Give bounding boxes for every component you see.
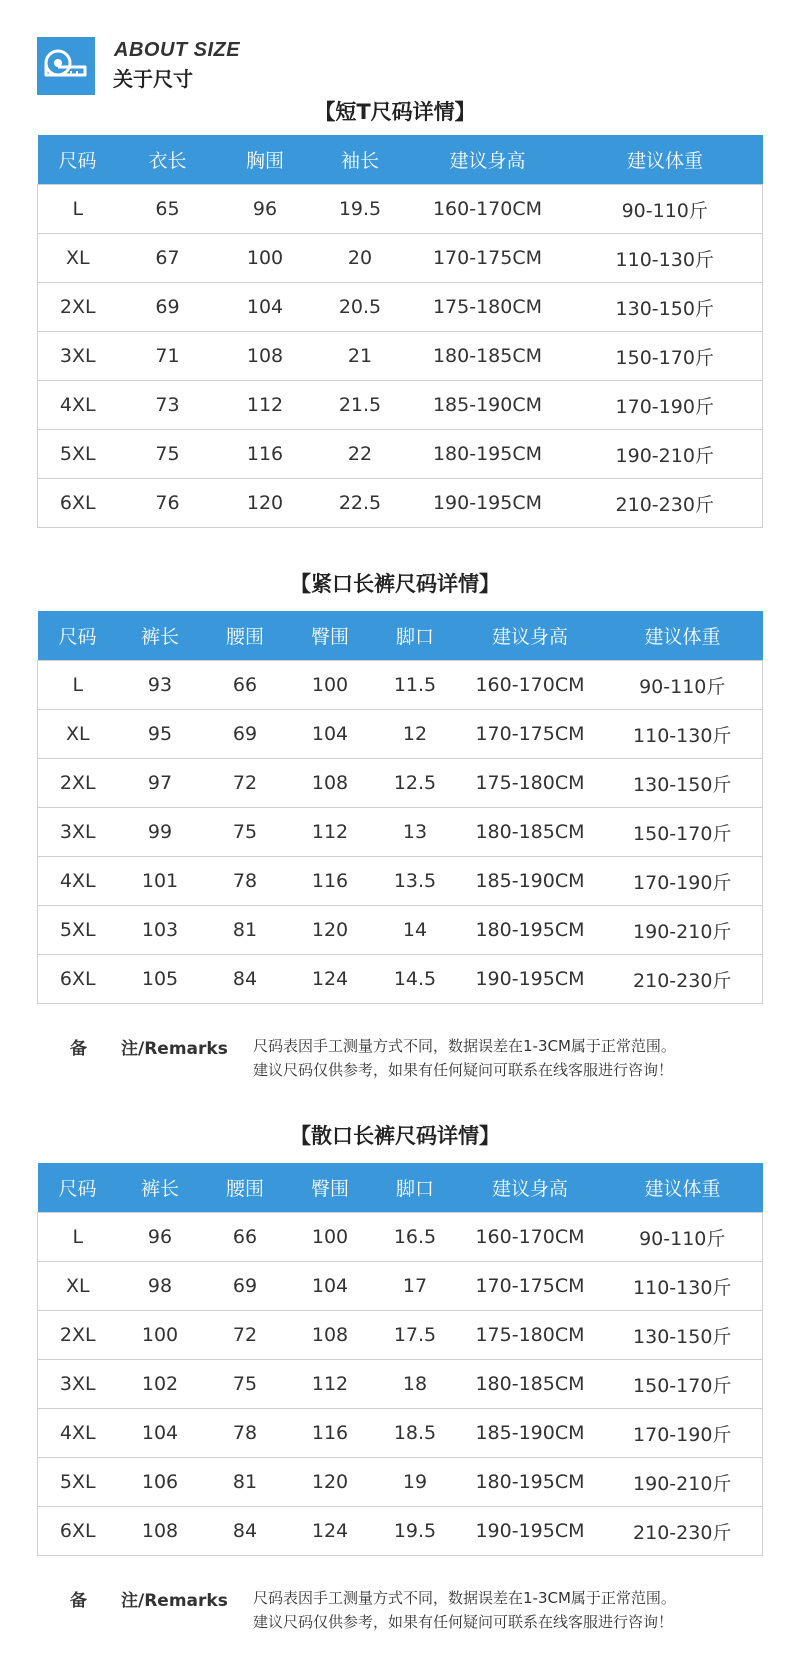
table-row bbox=[38, 1507, 763, 1556]
table-cell: 6XL bbox=[38, 955, 118, 1004]
table-row bbox=[38, 759, 763, 808]
table-cell: 97 bbox=[118, 759, 203, 808]
column-header: 建议身高 bbox=[408, 135, 568, 185]
table-header-row bbox=[38, 611, 763, 661]
table-cell: 100 bbox=[288, 661, 373, 710]
table-cell: 2XL bbox=[38, 759, 118, 808]
table-cell: 11.5 bbox=[373, 661, 458, 710]
table-cell: 69 bbox=[203, 1262, 288, 1311]
table-row bbox=[38, 1360, 763, 1409]
table-row bbox=[38, 381, 763, 430]
table-cell: 110-130斤 bbox=[603, 710, 763, 759]
size-table-tshirt bbox=[37, 135, 763, 528]
table-cell: 3XL bbox=[38, 1360, 118, 1409]
table-cell: 180-185CM bbox=[458, 1360, 603, 1409]
table-cell: 170-190斤 bbox=[603, 857, 763, 906]
table-cell: 160-170CM bbox=[408, 185, 568, 234]
table-cell: 124 bbox=[288, 955, 373, 1004]
table-cell: 185-190CM bbox=[408, 381, 568, 430]
table-cell: 99 bbox=[118, 808, 203, 857]
table-cell: 17 bbox=[373, 1262, 458, 1311]
table-cell: 180-195CM bbox=[458, 1458, 603, 1507]
table-cell: 12 bbox=[373, 710, 458, 759]
table-cell: 160-170CM bbox=[458, 661, 603, 710]
table-cell: 65 bbox=[118, 185, 218, 234]
table-cell: 104 bbox=[218, 283, 313, 332]
table-cell: 76 bbox=[118, 479, 218, 528]
table-header-row bbox=[38, 1163, 763, 1213]
table-cell: 190-210斤 bbox=[568, 430, 763, 479]
table-cell: 185-190CM bbox=[458, 857, 603, 906]
table-cell: 20 bbox=[313, 234, 408, 283]
table-cell: 120 bbox=[288, 1458, 373, 1507]
table-cell: 190-195CM bbox=[408, 479, 568, 528]
table-row bbox=[38, 1311, 763, 1360]
table-cell: 16.5 bbox=[373, 1213, 458, 1262]
table-cell: 150-170斤 bbox=[603, 1360, 763, 1409]
size-table-tapered-pants bbox=[37, 611, 763, 1004]
column-header: 裤长 bbox=[118, 611, 203, 661]
table-cell: 101 bbox=[118, 857, 203, 906]
table-cell: 112 bbox=[288, 1360, 373, 1409]
column-header: 袖长 bbox=[313, 135, 408, 185]
table-cell: 210-230斤 bbox=[603, 1507, 763, 1556]
table-cell: 20.5 bbox=[313, 283, 408, 332]
table-cell: XL bbox=[38, 1262, 118, 1311]
table-cell: 22.5 bbox=[313, 479, 408, 528]
table-row bbox=[38, 857, 763, 906]
remarks-label-char: 备 bbox=[70, 1591, 87, 1611]
remarks-line-1: 尺码表因手工测量方式不同，数据误差在1-3CM属于正常范围。 bbox=[253, 1589, 676, 1607]
table-cell: 160-170CM bbox=[458, 1213, 603, 1262]
table-cell: 185-190CM bbox=[458, 1409, 603, 1458]
table-cell: 19.5 bbox=[373, 1507, 458, 1556]
table-cell: 84 bbox=[203, 955, 288, 1004]
column-header: 建议体重 bbox=[603, 1163, 763, 1213]
table-cell: 116 bbox=[288, 1409, 373, 1458]
table-cell: 96 bbox=[118, 1213, 203, 1262]
table-cell: 81 bbox=[203, 906, 288, 955]
table-cell: 13 bbox=[373, 808, 458, 857]
table-cell: 72 bbox=[203, 1311, 288, 1360]
table-cell: 112 bbox=[288, 808, 373, 857]
remarks-line-2: 建议尺码仅供参考，如果有任何疑问可联系在线客服进行咨询！ bbox=[253, 1613, 674, 1631]
table-cell: 73 bbox=[118, 381, 218, 430]
table-cell: 2XL bbox=[38, 1311, 118, 1360]
table-cell: 108 bbox=[288, 1311, 373, 1360]
table-cell: 104 bbox=[288, 1262, 373, 1311]
table-cell: 75 bbox=[203, 1360, 288, 1409]
remarks-label: 注/Remarks bbox=[121, 1591, 228, 1611]
column-header: 尺码 bbox=[38, 611, 118, 661]
table-cell: 17.5 bbox=[373, 1311, 458, 1360]
table-cell: 175-180CM bbox=[408, 283, 568, 332]
table-cell: 104 bbox=[118, 1409, 203, 1458]
table-cell: 150-170斤 bbox=[603, 808, 763, 857]
table-cell: 75 bbox=[118, 430, 218, 479]
table-row bbox=[38, 234, 763, 283]
table-cell: 18 bbox=[373, 1360, 458, 1409]
table-cell: 66 bbox=[203, 1213, 288, 1262]
column-header: 衣长 bbox=[118, 135, 218, 185]
table-cell: 108 bbox=[118, 1507, 203, 1556]
table-row bbox=[38, 906, 763, 955]
table-cell: 75 bbox=[203, 808, 288, 857]
table-cell: 5XL bbox=[38, 430, 118, 479]
size-table-straight-pants bbox=[37, 1163, 763, 1556]
column-header: 脚口 bbox=[373, 611, 458, 661]
table-row bbox=[38, 332, 763, 381]
table-cell: 190-210斤 bbox=[603, 906, 763, 955]
table-cell: 21 bbox=[313, 332, 408, 381]
table-cell: 120 bbox=[288, 906, 373, 955]
remarks-label-char: 备 bbox=[70, 1039, 87, 1059]
table-cell: 116 bbox=[218, 430, 313, 479]
tape-measure-icon bbox=[37, 37, 95, 95]
table-cell: 69 bbox=[203, 710, 288, 759]
table-row bbox=[38, 1262, 763, 1311]
table-cell: 180-195CM bbox=[408, 430, 568, 479]
section-title-tapered-pants: 【紧口长裤尺码详情】 bbox=[290, 572, 500, 596]
table-cell: 124 bbox=[288, 1507, 373, 1556]
table-cell: 90-110斤 bbox=[568, 185, 763, 234]
table-cell: 180-185CM bbox=[408, 332, 568, 381]
remarks-block bbox=[37, 1584, 762, 1634]
table-row bbox=[38, 955, 763, 1004]
table-cell: 14.5 bbox=[373, 955, 458, 1004]
table-cell: 170-175CM bbox=[408, 234, 568, 283]
table-cell: 112 bbox=[218, 381, 313, 430]
table-row bbox=[38, 661, 763, 710]
table-cell: 14 bbox=[373, 906, 458, 955]
table-cell: 5XL bbox=[38, 1458, 118, 1507]
table-cell: 100 bbox=[118, 1311, 203, 1360]
table-row bbox=[38, 430, 763, 479]
table-cell: 22 bbox=[313, 430, 408, 479]
section-title-straight-pants: 【散口长裤尺码详情】 bbox=[290, 1124, 500, 1148]
page-header bbox=[37, 37, 737, 95]
table-cell: 210-230斤 bbox=[603, 955, 763, 1004]
table-cell: 78 bbox=[203, 857, 288, 906]
table-cell: 108 bbox=[288, 759, 373, 808]
table-row bbox=[38, 1409, 763, 1458]
table-cell: XL bbox=[38, 710, 118, 759]
table-cell: 190-195CM bbox=[458, 955, 603, 1004]
table-cell: 170-190斤 bbox=[603, 1409, 763, 1458]
table-cell: 81 bbox=[203, 1458, 288, 1507]
column-header: 脚口 bbox=[373, 1163, 458, 1213]
table-cell: 96 bbox=[218, 185, 313, 234]
table-header-row bbox=[38, 135, 763, 185]
table-cell: 180-185CM bbox=[458, 808, 603, 857]
column-header: 尺码 bbox=[38, 1163, 118, 1213]
table-row bbox=[38, 1213, 763, 1262]
table-row bbox=[38, 479, 763, 528]
table-cell: 190-210斤 bbox=[603, 1458, 763, 1507]
table-cell: 90-110斤 bbox=[603, 1213, 763, 1262]
remarks-block bbox=[37, 1032, 762, 1082]
table-cell: 19.5 bbox=[313, 185, 408, 234]
column-header: 腰围 bbox=[203, 1163, 288, 1213]
table-cell: 78 bbox=[203, 1409, 288, 1458]
table-cell: 170-175CM bbox=[458, 1262, 603, 1311]
table-cell: 67 bbox=[118, 234, 218, 283]
table-cell: 130-150斤 bbox=[603, 759, 763, 808]
column-header: 尺码 bbox=[38, 135, 118, 185]
table-cell: 108 bbox=[218, 332, 313, 381]
table-cell: 100 bbox=[218, 234, 313, 283]
table-cell: 6XL bbox=[38, 1507, 118, 1556]
table-cell: 4XL bbox=[38, 857, 118, 906]
table-cell: XL bbox=[38, 234, 118, 283]
table-cell: 69 bbox=[118, 283, 218, 332]
remarks-line-1: 尺码表因手工测量方式不同，数据误差在1-3CM属于正常范围。 bbox=[253, 1037, 676, 1055]
column-header: 臀围 bbox=[288, 1163, 373, 1213]
table-cell: 150-170斤 bbox=[568, 332, 763, 381]
table-cell: L bbox=[38, 1213, 118, 1262]
table-row bbox=[38, 1458, 763, 1507]
table-cell: 21.5 bbox=[313, 381, 408, 430]
table-cell: 3XL bbox=[38, 332, 118, 381]
table-cell: 102 bbox=[118, 1360, 203, 1409]
header-title-cn: 关于尺寸 bbox=[113, 67, 193, 91]
table-cell: 180-195CM bbox=[458, 906, 603, 955]
table-cell: 116 bbox=[288, 857, 373, 906]
table-cell: 71 bbox=[118, 332, 218, 381]
table-cell: 104 bbox=[288, 710, 373, 759]
table-row bbox=[38, 808, 763, 857]
column-header: 胸围 bbox=[218, 135, 313, 185]
table-cell: 175-180CM bbox=[458, 759, 603, 808]
table-cell: 110-130斤 bbox=[603, 1262, 763, 1311]
table-cell: 103 bbox=[118, 906, 203, 955]
table-cell: 190-195CM bbox=[458, 1507, 603, 1556]
table-cell: 18.5 bbox=[373, 1409, 458, 1458]
table-cell: 175-180CM bbox=[458, 1311, 603, 1360]
table-cell: 3XL bbox=[38, 808, 118, 857]
table-cell: 84 bbox=[203, 1507, 288, 1556]
table-cell: 130-150斤 bbox=[603, 1311, 763, 1360]
table-cell: 19 bbox=[373, 1458, 458, 1507]
column-header: 建议身高 bbox=[458, 611, 603, 661]
column-header: 建议体重 bbox=[603, 611, 763, 661]
table-cell: 130-150斤 bbox=[568, 283, 763, 332]
table-cell: 6XL bbox=[38, 479, 118, 528]
header-title-en: ABOUT SIZE bbox=[114, 39, 241, 61]
table-cell: 106 bbox=[118, 1458, 203, 1507]
section-title-tshirt: 【短T尺码详情】 bbox=[314, 100, 476, 124]
remarks-line-2: 建议尺码仅供参考，如果有任何疑问可联系在线客服进行咨询！ bbox=[253, 1061, 674, 1079]
table-cell: 100 bbox=[288, 1213, 373, 1262]
table-cell: 98 bbox=[118, 1262, 203, 1311]
table-cell: 93 bbox=[118, 661, 203, 710]
table-row bbox=[38, 283, 763, 332]
table-cell: 170-175CM bbox=[458, 710, 603, 759]
table-cell: 210-230斤 bbox=[568, 479, 763, 528]
table-row bbox=[38, 185, 763, 234]
table-cell: 170-190斤 bbox=[568, 381, 763, 430]
column-header: 建议体重 bbox=[568, 135, 763, 185]
table-cell: L bbox=[38, 661, 118, 710]
table-row bbox=[38, 710, 763, 759]
table-cell: L bbox=[38, 185, 118, 234]
table-cell: 13.5 bbox=[373, 857, 458, 906]
table-cell: 105 bbox=[118, 955, 203, 1004]
column-header: 臀围 bbox=[288, 611, 373, 661]
table-cell: 120 bbox=[218, 479, 313, 528]
table-cell: 110-130斤 bbox=[568, 234, 763, 283]
table-cell: 72 bbox=[203, 759, 288, 808]
column-header: 裤长 bbox=[118, 1163, 203, 1213]
table-cell: 66 bbox=[203, 661, 288, 710]
table-cell: 12.5 bbox=[373, 759, 458, 808]
table-cell: 5XL bbox=[38, 906, 118, 955]
table-cell: 4XL bbox=[38, 381, 118, 430]
remarks-label: 注/Remarks bbox=[121, 1039, 228, 1059]
column-header: 建议身高 bbox=[458, 1163, 603, 1213]
column-header: 腰围 bbox=[203, 611, 288, 661]
table-cell: 90-110斤 bbox=[603, 661, 763, 710]
table-cell: 2XL bbox=[38, 283, 118, 332]
table-cell: 95 bbox=[118, 710, 203, 759]
table-cell: 4XL bbox=[38, 1409, 118, 1458]
